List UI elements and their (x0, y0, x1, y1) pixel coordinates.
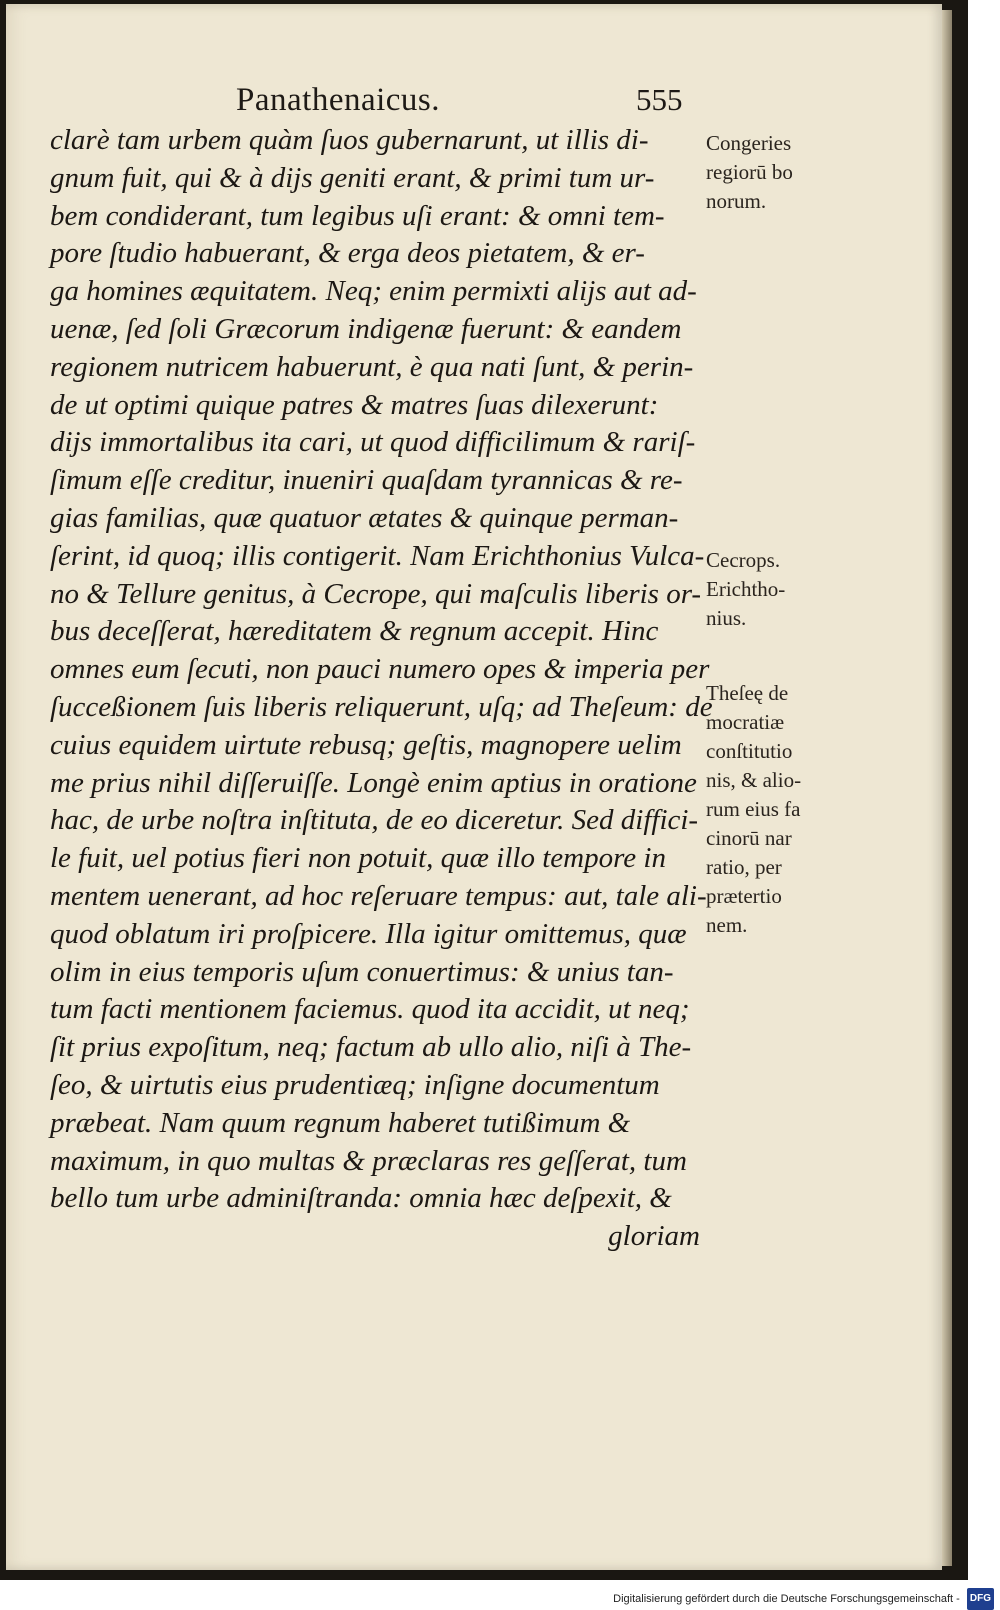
text-line: bus deceſſerat, hæreditatem & regnum accepit. Hinc (50, 615, 659, 648)
margin-note-line: Theſeę de (706, 681, 789, 705)
text-line: omnes eum ſecuti, non pauci numero opes & imperia per (50, 653, 710, 686)
text-line: bello tum urbe adminiſtranda: omnia hæc deſpexit, & (50, 1182, 672, 1215)
text-line: uenæ, ſed ſoli Græcorum indigenæ fuerunt: & eandem (50, 312, 682, 345)
text-line: olim in eius temporis uſum conuertimus: & unius tan- (50, 955, 674, 988)
page-edge (942, 10, 952, 1566)
text-line: ſerint, id quoq; illis contigerit. Nam Erichthonius Vulca- (50, 539, 705, 572)
text-line: no & Tellure genitus, à Cecrope, qui maſculis liberis or- (50, 577, 702, 610)
text-line: cuius equidem uirtute rebusq; geſtis, magnopere uelim (50, 728, 682, 761)
margin-note-thesei (706, 679, 841, 940)
catchword: gloriam (608, 1220, 700, 1253)
book-page (6, 4, 942, 1570)
text-line: ſit prius expoſitum, neq; factum ab ullo alio, niſi à The- (50, 1031, 692, 1064)
text-line: maximum, in quo multas & præclaras res geſſerat, tum (50, 1144, 687, 1177)
text-line: mentem uenerant, ad hoc reſeruare tempus: aut, tale ali- (50, 879, 707, 912)
margin-note-line: cinorū nar (706, 826, 792, 850)
text-line: ſimum eſſe creditur, inueniri quaſdam tyrannicas & re- (50, 464, 683, 497)
margin-note-line: nius. (706, 606, 747, 630)
text-line: gnum fuit, qui & à dijs geniti erant, & primi tum ur- (50, 161, 655, 194)
margin-note-line: nem. (706, 913, 748, 937)
margin-note-line: Erichtho- (706, 577, 786, 601)
text-line: ſucceßionem ſuis liberis reliquerunt, uſq; ad Theſeum: de (50, 690, 713, 723)
margin-note-line: conſtitutio (706, 739, 793, 763)
text-line: dijs immortalibus ita cari, ut quod difficilimum & rariſ- (50, 426, 696, 459)
text-line: de ut optimi quique patres & matres ſuas dilexerunt: (50, 388, 659, 421)
page-number: 555 (636, 82, 683, 117)
text-line: ſeo, & uirtutis eius prudentiæq; inſigne documentum (50, 1068, 660, 1101)
text-line: bem condiderant, tum legibus uſi erant: & omni tem- (50, 199, 665, 232)
digitization-credit (0, 1588, 994, 1608)
margin-note-line: Cecrops. (706, 548, 781, 572)
text-line: regionem nutricem habuerunt, è qua nati ſunt, & perin- (50, 350, 694, 383)
text-line: me prius nihil diſſeruiſſe. Longè enim aptius in oratione (50, 766, 697, 799)
text-line: gias familias, quæ quatuor ætates & quinque perman- (50, 501, 679, 534)
text-line: le fuit, uel potius fieri non potuit, quæ illo tempore in (50, 842, 666, 875)
text-line: pore ſtudio habuerant, & erga deos pietatem, & er- (50, 237, 645, 270)
text-line: præbeat. Nam quum regnum haberet tutißimum & (50, 1106, 631, 1139)
text-line: tum facti mentionem faciemus. quod ita accidit, ut neq; (50, 993, 690, 1026)
text-line: hac, de urbe noſtra inſtituta, de eo diceretur. Sed diffici- (50, 804, 699, 837)
margin-note-cecrops (706, 546, 841, 633)
text-line: ga homines æquitatem. Neq; enim permixti alijs aut ad- (50, 275, 697, 308)
main-text-block (50, 122, 713, 1256)
margin-note-line: mocratiæ (706, 710, 785, 734)
margin-note-line: nis, & alio- (706, 768, 802, 792)
dfg-logo: DFG (967, 1588, 994, 1610)
margin-note-line: Congeries (706, 131, 792, 155)
margin-note-congeries (706, 129, 841, 216)
margin-note-line: ratio, per (706, 855, 782, 879)
margin-note-line: regiorū bo (706, 160, 793, 184)
running-title: Panathenaicus. (236, 82, 441, 118)
credit-text: Digitalisierung gefördert durch die Deutsche Forschungsgemeinschaft - (613, 1593, 960, 1605)
text-line: quod oblatum iri proſpicere. Illa igitur omittemus, quæ (50, 917, 687, 950)
margin-note-line: norum. (706, 189, 767, 213)
margin-note-line: prætertio (706, 884, 782, 908)
text-line: clarè tam urbem quàm ſuos gubernarunt, ut illis di- (50, 124, 649, 156)
running-head (6, 82, 942, 122)
margin-note-line: rum eius fa (706, 797, 801, 821)
